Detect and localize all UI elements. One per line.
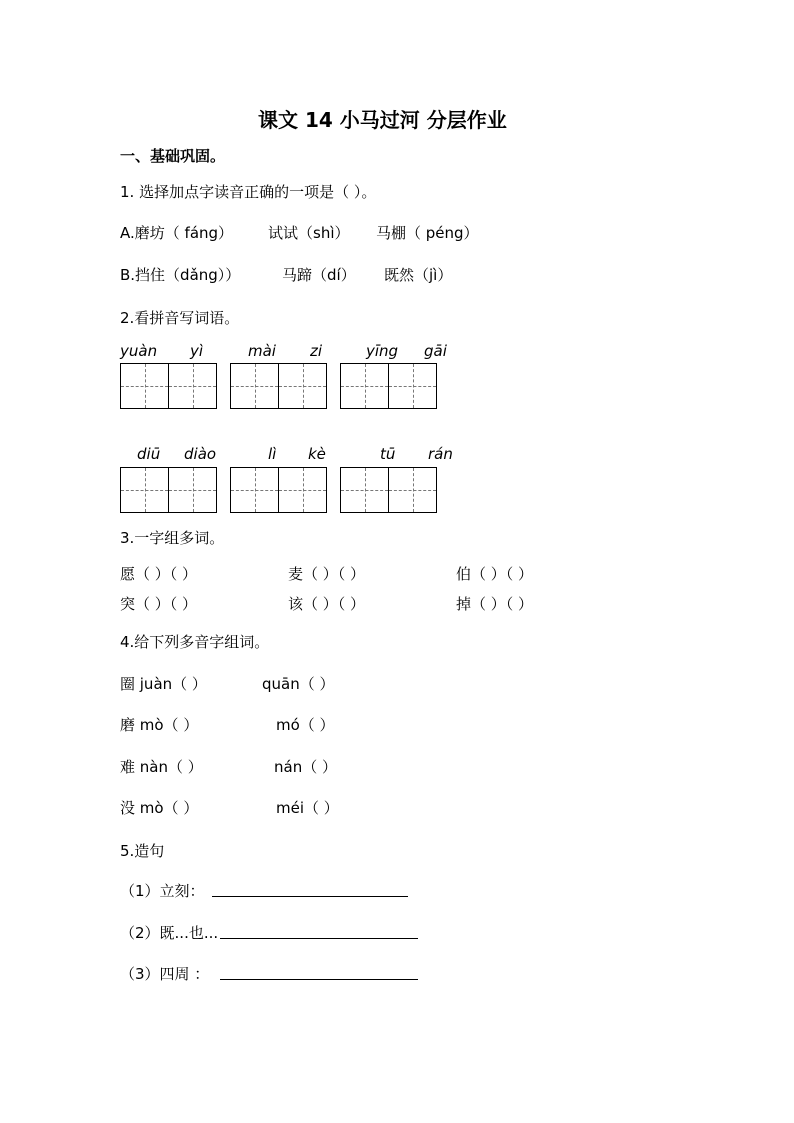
q1-option-a-2: 试试（shì） <box>268 224 350 242</box>
q3-item[interactable]: 伯（ ）（ ） <box>456 565 534 583</box>
pinyin-label: yuàn <box>120 342 158 360</box>
pinyin-label: yīng <box>366 342 399 360</box>
q3-item[interactable]: 麦（ ）（ ） <box>288 565 366 583</box>
q5-prompt: （2）既...也... <box>120 924 219 942</box>
q4-item[interactable]: méi（ ） <box>276 799 339 817</box>
answer-line[interactable] <box>212 896 408 897</box>
q5-prompt: （3）四周 ： <box>120 965 210 983</box>
q4-item[interactable]: nán（ ） <box>274 758 337 776</box>
writing-grid[interactable] <box>230 467 327 513</box>
pinyin-label: mài <box>248 342 276 360</box>
pinyin-label: zi <box>310 342 323 360</box>
q4-item[interactable]: 难 nàn（ ） <box>120 758 203 776</box>
q1-stem: 1. 选择加点字读音正确的一项是（ ）。 <box>120 183 377 201</box>
q4-item[interactable]: mó（ ） <box>276 716 335 734</box>
writing-grid[interactable] <box>230 363 327 409</box>
q4-item[interactable]: 圈 juàn（ ） <box>120 675 207 693</box>
pinyin-label: lì <box>268 445 277 463</box>
writing-grid[interactable] <box>120 467 217 513</box>
q3-item[interactable]: 掉（ ）（ ） <box>456 595 534 613</box>
q5-prompt: （1）立刻： <box>120 882 205 900</box>
q4-item[interactable]: 磨 mò（ ） <box>120 716 199 734</box>
pinyin-label: rán <box>428 445 453 463</box>
writing-grid[interactable] <box>120 363 217 409</box>
q4-item[interactable]: quān（ ） <box>262 675 335 693</box>
q3-stem: 3.一字组多词。 <box>120 529 225 547</box>
q1-option-b-3: 既然（jì） <box>384 266 453 284</box>
q1-option-b-1: B.挡住（dǎng）） <box>120 266 241 284</box>
answer-line[interactable] <box>220 938 418 939</box>
answer-line[interactable] <box>220 979 418 980</box>
section-heading: 一、基础巩固。 <box>120 147 226 165</box>
pinyin-label: gāi <box>424 342 447 360</box>
pinyin-label: diào <box>184 445 217 463</box>
q1-option-b-2: 马蹄（dí） <box>282 266 356 284</box>
q1-option-a-3: 马棚（ péng） <box>376 224 479 242</box>
q1-option-a-1: A.磨坊（ fáng） <box>120 224 234 242</box>
page-title: 课文 14 小马过河 分层作业 <box>258 108 507 132</box>
writing-grid[interactable] <box>340 467 437 513</box>
q3-item[interactable]: 愿（ ）（ ） <box>120 565 198 583</box>
q3-item[interactable]: 该（ ）（ ） <box>288 595 366 613</box>
q5-stem: 5.造句 <box>120 842 165 860</box>
q4-stem: 4.给下列多音字组词。 <box>120 633 270 651</box>
pinyin-label: yì <box>190 342 204 360</box>
q2-stem: 2.看拼音写词语。 <box>120 309 240 327</box>
pinyin-label: tū <box>380 445 396 463</box>
pinyin-label: kè <box>308 445 326 463</box>
q4-item[interactable]: 没 mò（ ） <box>120 799 199 817</box>
writing-grid[interactable] <box>340 363 437 409</box>
q3-item[interactable]: 突（ ）（ ） <box>120 595 198 613</box>
pinyin-label: diū <box>137 445 161 463</box>
